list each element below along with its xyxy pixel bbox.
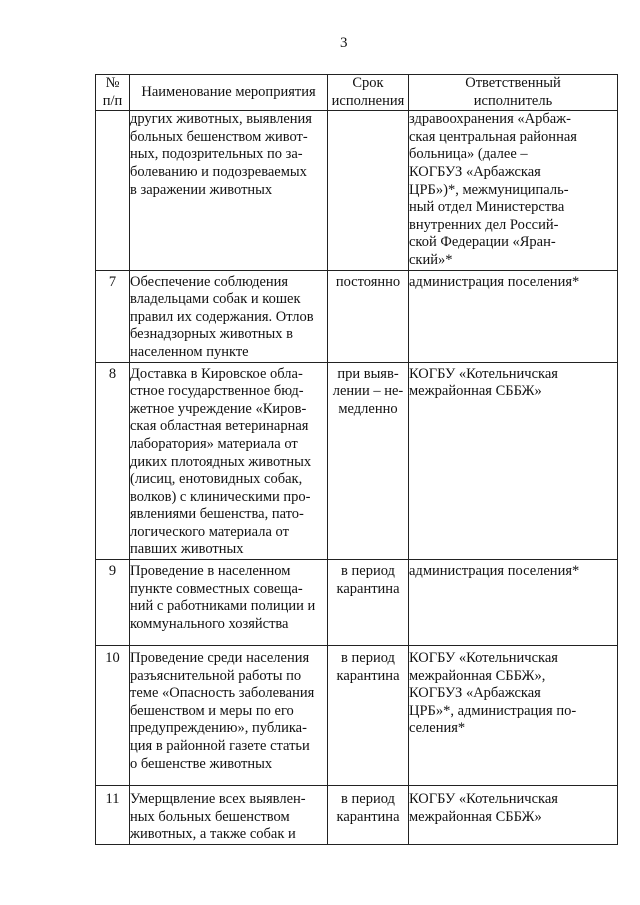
cell-line: КОГБУ «Котельничская	[409, 365, 558, 382]
cell-line: Обеспечение соблюдения	[130, 273, 289, 290]
cell-line: диких плотоядных животных	[130, 453, 312, 470]
cell-line: ский»*	[409, 251, 453, 268]
cell-line: здравоохранения «Арбаж-	[409, 111, 571, 128]
cell-resp	[409, 560, 618, 646]
table-row	[96, 646, 618, 786]
header-resp	[409, 75, 618, 111]
cell-line: бешенством и меры по его	[130, 702, 294, 719]
cell-line: администрация поселения*	[409, 273, 580, 290]
cell-name	[130, 270, 328, 362]
table-row	[96, 111, 618, 270]
cell-line: межрайонная СББЖ»	[409, 383, 542, 400]
cell-num	[96, 111, 130, 270]
cell-line: о бешенстве животных	[130, 755, 273, 772]
header-name	[130, 75, 328, 111]
cell-line: межрайонная СББЖ»,	[409, 667, 546, 684]
cell-line: Ответственный	[465, 75, 561, 91]
cell-line: безнадзорных животных в	[130, 326, 293, 343]
cell-line: Умерщвление всех выявлен-	[130, 791, 306, 808]
cell-line: №	[105, 75, 120, 91]
events-table	[95, 74, 618, 845]
cell-term	[328, 786, 409, 845]
cell-num: 7	[96, 270, 130, 362]
cell-num: 11	[96, 786, 130, 845]
cell-line: межрайонная СББЖ»	[409, 808, 542, 825]
cell-resp	[409, 270, 618, 362]
cell-name	[130, 362, 328, 560]
cell-line: в период	[341, 791, 395, 808]
cell-num: 8	[96, 362, 130, 560]
cell-line: ный отдел Министерства	[409, 199, 565, 216]
cell-line: ской Федерации «Яран-	[409, 234, 556, 251]
cell-line: Срок	[352, 75, 384, 91]
cell-line: предупреждению», публика-	[130, 720, 307, 737]
cell-name	[130, 560, 328, 646]
header-term	[328, 75, 409, 111]
cell-line: ция в районной газете статьи	[130, 738, 310, 755]
cell-line: владельцами собак и кошек	[130, 291, 301, 308]
cell-line: ская центральная районная	[409, 128, 577, 145]
cell-line: логического материала от	[130, 523, 289, 540]
cell-line: других животных, выявления	[130, 111, 312, 128]
cell-num: 10	[96, 646, 130, 786]
cell-name	[130, 646, 328, 786]
cell-line: КОГБУ «Котельничская	[409, 791, 558, 808]
table-row	[96, 786, 618, 845]
cell-term	[328, 646, 409, 786]
cell-line: в период	[341, 563, 395, 580]
cell-line: карантина	[336, 580, 400, 597]
cell-line: лаборатория» материала от	[130, 435, 298, 452]
cell-line: селения*	[409, 720, 466, 737]
cell-line: КОГБУЗ «Арбажская	[409, 685, 541, 702]
cell-term	[328, 111, 409, 270]
cell-line: медленно	[338, 400, 398, 417]
cell-line: в период	[341, 650, 395, 667]
header-num	[96, 75, 130, 111]
cell-line: КОГБУЗ «Арбажская	[409, 163, 541, 180]
cell-line: постоянно	[335, 273, 401, 290]
cell-term	[328, 362, 409, 560]
table-row	[96, 560, 618, 646]
cell-line: павших животных	[130, 541, 244, 558]
cell-line: коммунального хозяйства	[130, 615, 289, 632]
cell-line: КОГБУ «Котельничская	[409, 650, 558, 667]
table-header	[96, 75, 618, 111]
cell-line: волков) с клиническими про-	[130, 488, 311, 505]
cell-line: пункте совместных совеща-	[130, 580, 303, 597]
cell-line: ных, подозрительных по за-	[130, 146, 303, 163]
cell-name	[130, 786, 328, 845]
cell-line: карантина	[336, 667, 400, 684]
cell-line: больница» (далее –	[409, 146, 528, 163]
cell-line: Наименование мероприятия	[141, 83, 316, 100]
cell-line: болеванию и подозреваемых	[130, 163, 307, 180]
cell-resp	[409, 111, 618, 270]
cell-line: п/п	[102, 92, 123, 109]
page-number: 3	[340, 35, 348, 51]
cell-line: карантина	[336, 808, 400, 825]
cell-line: правил их содержания. Отлов	[130, 308, 314, 325]
cell-line: исполнения	[331, 92, 405, 109]
cell-line: больных бешенством живот-	[130, 128, 308, 145]
cell-line: ных больных бешенством	[130, 808, 290, 825]
cell-term	[328, 270, 409, 362]
cell-line: лении – не-	[332, 383, 404, 400]
table-row	[96, 270, 618, 362]
cell-line: разъяснительной работы по	[130, 667, 302, 684]
cell-line: исполнитель	[473, 92, 553, 109]
cell-line: теме «Опасность заболевания	[130, 685, 315, 702]
cell-line: ЦРБ»*, администрация по-	[409, 702, 577, 719]
cell-resp	[409, 786, 618, 845]
cell-line: ний с работниками полиции и	[130, 598, 316, 615]
cell-line: при выяв-	[337, 365, 399, 382]
cell-term	[328, 560, 409, 646]
cell-line: животных, а также собак и	[130, 826, 296, 843]
cell-resp	[409, 362, 618, 560]
cell-line: Проведение среди населения	[130, 650, 310, 667]
cell-name	[130, 111, 328, 270]
cell-line: Проведение в населенном	[130, 563, 291, 580]
cell-line: внутренних дел Россий-	[409, 216, 559, 233]
cell-line: населенном пункте	[130, 343, 249, 360]
cell-num: 9	[96, 560, 130, 646]
cell-line: стное государственное бюд-	[130, 383, 304, 400]
cell-line: (лисиц, енотовидных собак,	[130, 471, 303, 488]
cell-line: явлениями бешенства, пато-	[130, 506, 304, 523]
cell-line: администрация поселения*	[409, 563, 580, 580]
cell-line: Доставка в Кировское обла-	[130, 365, 303, 382]
cell-line: ЦРБ»)*, межмуниципаль-	[409, 181, 569, 198]
cell-line: в заражении животных	[130, 181, 273, 198]
cell-line: ская областная ветеринарная	[130, 418, 309, 435]
table-row	[96, 362, 618, 560]
cell-line: жетное учреждение «Киров-	[130, 400, 307, 417]
cell-resp	[409, 646, 618, 786]
